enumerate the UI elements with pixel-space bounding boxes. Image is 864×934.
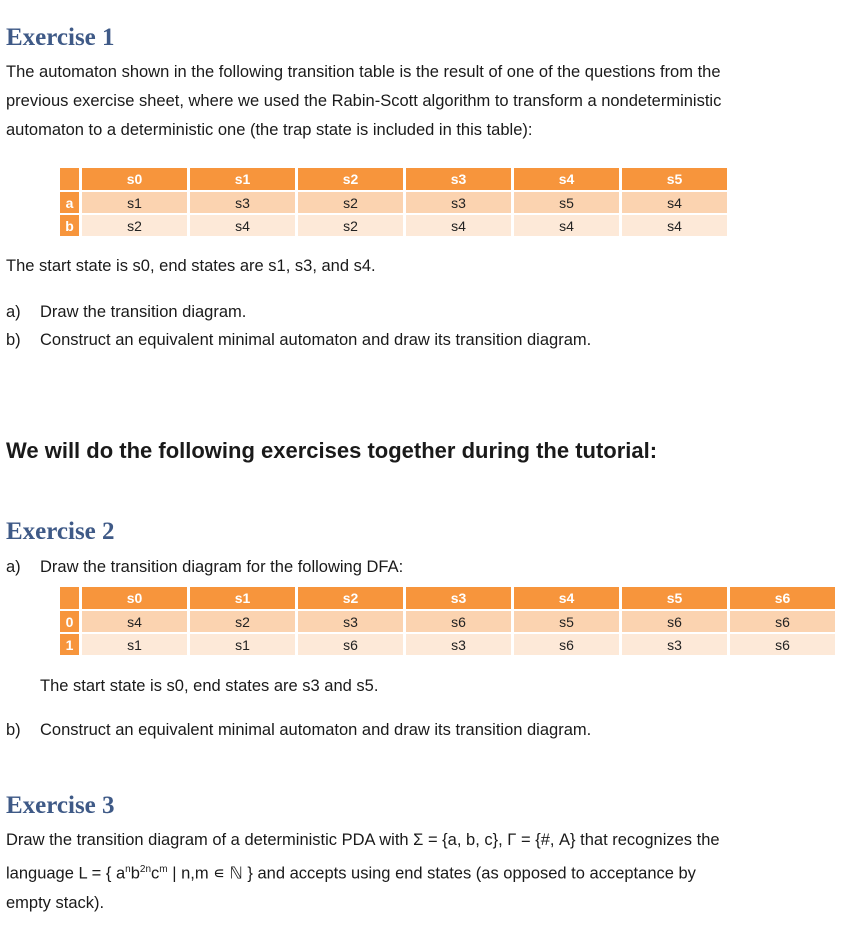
body-line: empty stack). [6,893,105,912]
exercise-1-item-a [6,300,246,324]
state-header: s5 [622,587,727,609]
exercise-2-start-note: The start state is s0, end states are s3 and s5. [40,677,379,695]
exercise-1-title: Exercise 1 [6,24,115,51]
table-cell: s5 [514,192,619,213]
intro-line: automaton to a deterministic one (the trap state is included in this table): [6,121,533,139]
table-cell: s6 [514,634,619,655]
table-cell: s3 [406,192,511,213]
table-header-row [60,168,727,190]
state-header: s6 [730,587,835,609]
exercise-3-title: Exercise 3 [6,792,115,819]
state-header: s2 [298,587,403,609]
symbol-label: b [60,215,79,236]
table-cell: s1 [82,634,187,655]
table-cell: s4 [514,215,619,236]
table-cell: s6 [730,634,835,655]
exercise-1-start-note: The start state is s0, end states are s1, s3, and s4. [6,257,376,275]
item-text: Construct an equivalent minimal automaton and draw its transition diagram. [40,331,592,349]
table-cell: s2 [298,215,403,236]
table-cell: s6 [298,634,403,655]
item-text: Draw the transition diagram. [40,303,247,321]
item-text: Construct an equivalent minimal automaton and draw its transition diagram. [40,721,592,739]
exercise-1-item-b [6,328,591,352]
item-label: b) [6,331,21,349]
symbol-label: a [60,192,79,213]
item-text: Draw the transition diagram for the following DFA: [40,558,404,576]
table-cell: s2 [82,215,187,236]
state-header: s0 [82,587,187,609]
exercise-2-title: Exercise 2 [6,518,115,545]
table-cell: s4 [622,215,727,236]
superscript-2n: 2n [139,864,152,875]
table-cell: s2 [190,611,295,632]
intro-line: previous exercise sheet, where we used the Rabin-Scott algorithm to transform a nondeterministic [6,92,722,110]
state-header: s4 [514,168,619,190]
table-cell: s6 [730,611,835,632]
table-cell: s6 [406,611,511,632]
table-row [60,611,835,632]
table-corner [60,587,79,609]
item-label: a) [6,303,21,321]
item-label: b) [6,721,21,739]
table-cell: s6 [622,611,727,632]
transition-table-2 [57,585,838,657]
item-label: a) [6,558,21,576]
symbol-label: 0 [60,611,79,632]
exercise-2-item-b [6,718,591,742]
table-cell: s2 [298,192,403,213]
tutorial-heading: We will do the following exercises together during the tutorial: [6,438,658,463]
table-cell: s4 [190,215,295,236]
table-row [60,634,835,655]
state-header: s3 [406,587,511,609]
state-header: s1 [190,587,295,609]
exercise-2-item-a [6,555,403,579]
table-cell: s1 [82,192,187,213]
table-cell: s1 [190,634,295,655]
state-header: s2 [298,168,403,190]
state-header: s3 [406,168,511,190]
body-line: Draw the transition diagram of a deterministic PDA with Σ = {a, b, c}, Γ = {#, A} that recognizes the [6,831,720,849]
table-cell: s3 [622,634,727,655]
table-cell: s3 [298,611,403,632]
table-row [60,192,727,213]
state-header: s0 [82,168,187,190]
table-cell: s4 [82,611,187,632]
table-cell: s5 [514,611,619,632]
state-header: s1 [190,168,295,190]
table-header-row [60,587,835,609]
table-cell: s4 [406,215,511,236]
symbol-label: 1 [60,634,79,655]
table-corner [60,168,79,190]
exercise-1-intro [6,58,854,145]
body-line-language: language L = { $a^nb^{2n}c^m$ | n,m ∊ ℕ } and accepts using end states (as opposed to acceptance by [6,864,696,883]
state-header: s4 [514,587,619,609]
exercise-3-body [6,826,854,918]
superscript-m: m [159,864,168,875]
table-cell: s3 [406,634,511,655]
intro-line: The automaton shown in the following transition table is the result of one of the questions from the [6,63,721,81]
table-row [60,215,727,236]
state-header: s5 [622,168,727,190]
table-cell: s4 [622,192,727,213]
superscript-n: n [125,864,131,875]
transition-table-1 [57,166,730,238]
table-cell: s3 [190,192,295,213]
